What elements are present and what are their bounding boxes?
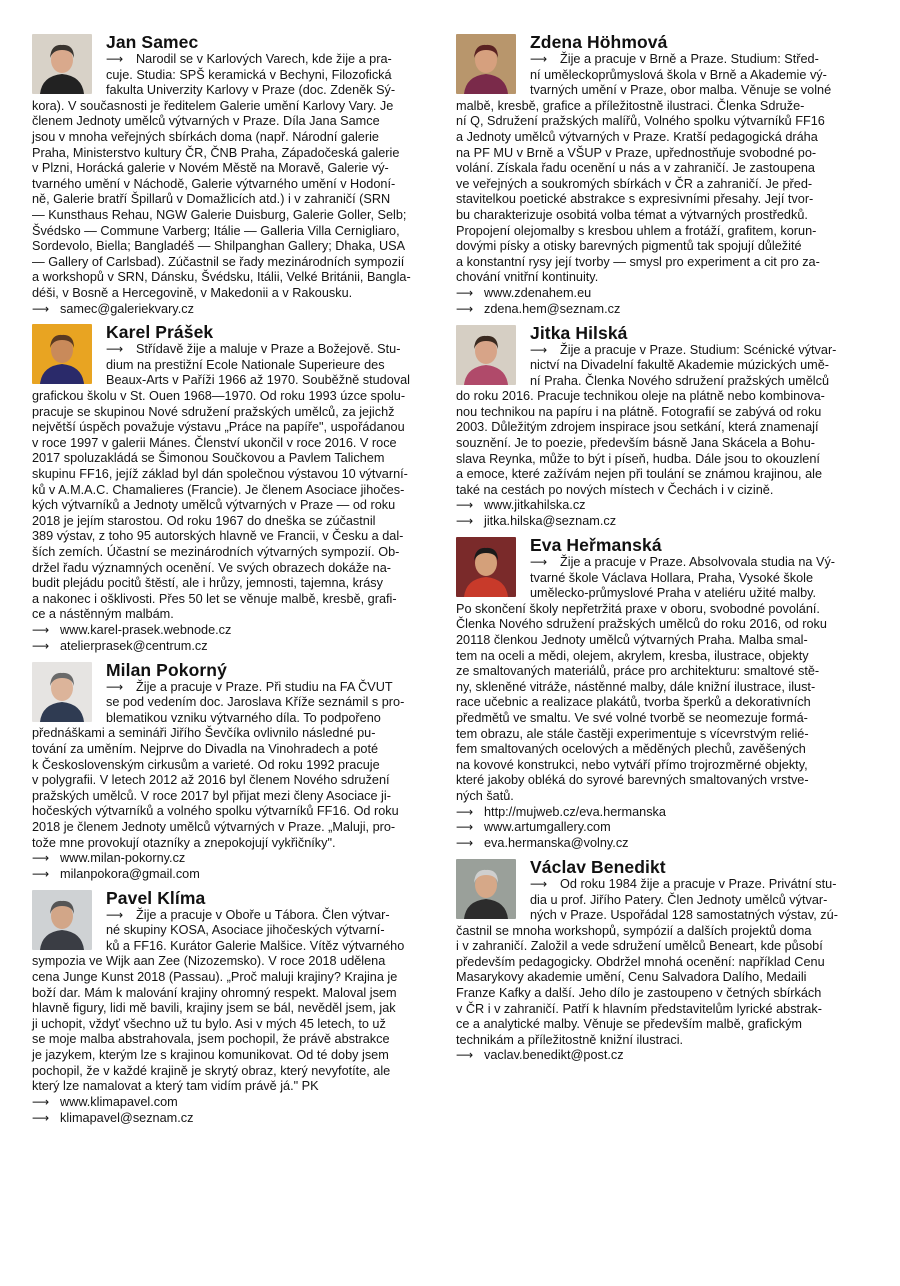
bio-line xyxy=(32,680,446,696)
bio-line: 389 výstav, z toho 95 autorských hlavně ve Francii, v Česku a dal- xyxy=(32,529,404,544)
contact-link-row xyxy=(456,514,870,530)
contact-link-row xyxy=(456,1048,870,1064)
bio-line: Švédsko — Commune Varberg; Itálie — Galleria Villa Cernigliaro, xyxy=(32,223,400,238)
contact-link-row xyxy=(456,836,870,852)
artist-description xyxy=(456,555,870,805)
artist-bio xyxy=(456,32,870,318)
bio-line: — Gallery of Carlsbad). Zúčastnil se řady mezinárodních sympozií xyxy=(32,254,405,269)
bio-line: 2018 je členem Jednoty umělců výtvarných v Praze. „Maluji, pro- xyxy=(32,819,396,834)
bio-line: se pod vedením doc. Jaroslava Kříže seznámil s pro- xyxy=(106,695,405,710)
bio-line: dium na prestižní Ecole Nationale Superieure des xyxy=(106,357,385,372)
bio-line: především pedagogicky. Obdržel mnohá ocenění: například Cenu xyxy=(456,954,825,969)
arrow-icon: ⟶ xyxy=(456,1048,474,1063)
bio-line-text: Žije a pracuje v Brně a Praze. Studium: Střed- xyxy=(560,52,819,66)
bio-line: né skupiny KOSA, Asociace jihočeských výtvarní- xyxy=(106,923,385,938)
arrow-icon: ⟶ xyxy=(530,52,548,66)
bio-line-text: Střídavě žije a maluje v Praze a Božejově. Stu- xyxy=(136,342,401,357)
bio-line: je jazykem, kterým lze s krajinou komunikovat. Od té doby jsem xyxy=(32,1048,389,1063)
bio-line: tože mne provokují otazníky a znepokojují vykřičníky". xyxy=(32,835,336,850)
bio-line: ných v Praze. Uspořádal 128 samostatných výstav, zú- xyxy=(530,908,838,923)
portrait-vaclav-benedikt xyxy=(456,859,516,919)
bio-line: Sordevolo, Biella; Bangladéš — Shilpanghan Gallery; Dhaka, USA xyxy=(32,239,406,254)
bio-line: a Jednoty umělců výtvarných v Praze. Kratší pedagogická dráha xyxy=(456,129,818,144)
artist-name: Pavel Klíma xyxy=(106,887,206,908)
arrow-icon: ⟶ xyxy=(32,851,50,866)
bio-line: hočeských výtvarníků a volného spolku výtvarníků FF16. Od roku xyxy=(32,804,399,819)
artist-bio xyxy=(32,32,446,317)
artist-description xyxy=(32,342,446,623)
bio-line: fakulta Univerzity Karlovy v Praze (doc. Zdeněk Sý- xyxy=(106,83,396,98)
contact-link-row xyxy=(456,302,870,318)
portrait-eva-hermanska xyxy=(456,537,516,597)
bio-line: cena Junge Kunst 2018 (Passau). „Proč maluji krajiny? Krajina je xyxy=(32,970,398,985)
contact-link-row xyxy=(32,851,446,867)
arrow-icon: ⟶ xyxy=(32,301,50,316)
bio-line: Franze Kafky a další. Jeho dílo je zastoupeno v četných sbírkách xyxy=(456,986,822,1001)
bio-line: stavitelkou poetické abstrakce s expresivními přesahy. Její tvor- xyxy=(456,192,814,207)
bio-line: nictví na Divadelní fakultě Akademie múzických umě- xyxy=(530,358,829,373)
arrow-icon: ⟶ xyxy=(106,342,124,357)
bio-line: déši, v Bosně a Hercegovině, v Makedonii a v Rakousku. xyxy=(32,285,353,300)
contact-link-row xyxy=(32,1111,446,1127)
artist-bio xyxy=(32,888,446,1127)
artist-bio xyxy=(456,535,870,852)
bio-line xyxy=(456,52,870,68)
bio-line: tvarné škole Václava Hollara, Praha, Vysoké škole xyxy=(530,570,814,585)
bio-line-text: Žije a pracuje v Praze. Studium: Scénické výtvar- xyxy=(560,342,837,357)
arrow-icon: ⟶ xyxy=(456,804,474,819)
bio-line: který lze namalovat a který tam vidím právě já." PK xyxy=(32,1079,319,1094)
bio-line: budit plejádu pocitů štěstí, ale i hrůzy, jemnosti, tajemna, krásy xyxy=(32,576,383,591)
bio-line: boží dar. Mám k malování krajiny ohromný respekt. Maloval jsem xyxy=(32,985,397,1000)
bio-line: a konstantní rysy její tvorby — smysl pro experiment a cit pro za- xyxy=(456,254,820,269)
contact-link[interactable]: www.karel-prasek.webnode.cz xyxy=(60,622,232,637)
arrow-icon: ⟶ xyxy=(530,555,548,570)
bio-line-text: Narodil se v Karlových Varech, kde žije a pra- xyxy=(136,52,392,66)
bio-line: nou technikou na papíru i na plátně. Fotografií se zabývá od roku xyxy=(456,404,822,419)
left-column xyxy=(32,32,446,1131)
bio-line: race učebnic a realizace plakátů, tvorba šperků a dekorativních xyxy=(456,695,811,710)
bio-line: i v zahraničí. Založil a vede sdružení umělců Beneart, kde působí xyxy=(456,939,823,954)
bio-line: v ČR i v zahraničí. Patří k hlavním představitelům lyrické abstrak- xyxy=(456,1001,822,1016)
arrow-icon: ⟶ xyxy=(32,1110,50,1125)
arrow-icon: ⟶ xyxy=(456,498,474,513)
artist-description xyxy=(32,52,446,302)
portrait-jan-samec xyxy=(32,34,92,94)
bio-line: se moje malba abstrahovala, jsem pochopil, že právě abstrakce xyxy=(32,1032,390,1047)
bio-line: 2017 spoluzakládá se Šimonou Součkovou a Pavlem Talichem xyxy=(32,451,385,466)
bio-line: cuje. Studia: SPŠ keramická v Bechyni, Filozofická xyxy=(106,67,392,82)
bio-line: ků a FF16. Kurátor Galerie Malšice. Vítěz výtvarného xyxy=(106,938,405,953)
bio-line-text: Žije a pracuje v Praze. Absolvovala studia na Vý- xyxy=(560,555,836,570)
bio-line: ných šatů. xyxy=(456,788,514,803)
artist-bio xyxy=(32,322,446,654)
bio-line: dia u prof. Jiřího Patery. Člen Jednoty umělců výtvar- xyxy=(530,892,828,907)
bio-line: 2018 je jejím starostou. Od roku 1967 do dneška se zúčastnil xyxy=(32,513,376,528)
bio-line: tvarného umění v Náchodě, Galerie výtvarného umění v Hodoní- xyxy=(32,176,396,191)
bio-line: Propojení olejomalby s kresbou uhlem a frotáží, grafitem, korun- xyxy=(456,223,817,238)
bio-line: pracuje se skupinou Nové sdružení pražských umělců, za jejichž xyxy=(32,404,395,419)
bio-line: — Kunsthaus Rehau, NGW Galerie Duisburg, Galerie Goller, Selb; xyxy=(32,207,407,222)
arrow-icon: ⟶ xyxy=(32,1094,50,1109)
arrow-icon: ⟶ xyxy=(456,836,474,851)
bio-line: blematikou vzniku výtvarného díla. To podpořeno xyxy=(106,710,381,725)
bio-line: kora). V současnosti je ředitelem Galerie umění Karlovy Vary. Je xyxy=(32,98,394,113)
bio-line: ní uměleckoprůmyslová škola v Brně a Akademie vý- xyxy=(530,67,827,82)
artist-description xyxy=(32,908,446,1095)
bio-line xyxy=(32,52,446,68)
artist-bio xyxy=(456,323,870,531)
bio-line: souznění. Je to poezie, především básně Jana Skácela a Bohu- xyxy=(456,436,815,451)
artist-name: Jan Samec xyxy=(106,32,199,52)
bio-line: ších zemích. Účastní se mezinárodních výtvarných sympozií. Ob- xyxy=(32,545,400,560)
bio-line-text: Žije a pracuje v Oboře u Tábora. Člen výtvar- xyxy=(136,907,390,922)
bio-line: ně, Galerie bratří Špillarů v Domažlicích atd.) i v zahraničí (SRN xyxy=(32,192,391,207)
bio-line: jsou v mnoha veřejných sbírkách doma (např. Národní galerie xyxy=(32,129,379,144)
bio-line: dovými písky a otisky barevných pigmentů tak spojují důležité xyxy=(456,239,802,254)
bio-line: ji uchopit, vždyť všechno už tu bylo. Asi v mých 45 letech, to už xyxy=(32,1016,386,1031)
bio-line: technikám a příležitostně knižní ilustraci. xyxy=(456,1032,684,1047)
arrow-icon: ⟶ xyxy=(32,638,50,653)
artist-bio xyxy=(32,660,446,883)
bio-line: a nakonec i ošklivosti. Přes 50 let se věnuje malbě, kresbě, grafi- xyxy=(32,591,397,606)
artist-description xyxy=(456,877,870,1049)
contact-link-row xyxy=(456,805,870,821)
bio-line: skupinu FF16, jejíž základ byl dán společnou výstavou 10 výtvarní- xyxy=(32,467,408,482)
bio-line: největší úspěch považuje výstavu „Práce na papíře", uspořádanou xyxy=(32,420,405,435)
bio-line: ny, skleněné vitráže, nástěnné malby, dále knižní ilustrace, ilust- xyxy=(456,679,816,694)
contact-link-row xyxy=(32,639,446,655)
arrow-icon: ⟶ xyxy=(530,876,548,891)
contact-link-row xyxy=(456,820,870,836)
bio-line: malbě, kresbě, grafice a příležitostně ilustraci. Členka Sdruže- xyxy=(456,98,805,113)
bio-line: chování vnitřní kontinuity. xyxy=(456,270,599,285)
arrow-icon: ⟶ xyxy=(456,301,474,316)
bio-line: Beaux-Arts v Paříži 1966 až 1970. Souběžně studoval xyxy=(106,373,410,388)
bio-line: a workshopů v SRN, Dánsku, Švédsku, Itálii, Velké Británii, Bangla- xyxy=(32,270,411,285)
bio-line: a emoce, které zažívám nejen při toulání se známou krajinou, ale xyxy=(456,467,823,482)
contact-link-row xyxy=(456,498,870,514)
portrait-pavel-klima xyxy=(32,890,92,950)
bio-line: hlavně figury, lidi mě bavili, krajiny jsem se bál, nevěděl jsem, jak xyxy=(32,1001,396,1016)
contact-link[interactable]: www.artumgallery.com xyxy=(484,820,611,835)
bio-line: grafickou školu v St. Ouen 1968—1970. Od roku 1993 úzce spolu- xyxy=(32,389,406,404)
bio-line xyxy=(456,877,870,893)
artist-description xyxy=(456,52,870,286)
contact-link[interactable]: atelierprasek@centrum.cz xyxy=(60,638,208,653)
portrait-jitka-hilska xyxy=(456,325,516,385)
artist-description xyxy=(32,680,446,852)
bio-line: častnil se mnoha workshopů, sympózií a dalších projektů doma xyxy=(456,923,812,938)
portrait-milan-pokorny xyxy=(32,662,92,722)
bio-line: přednáškami a semináři Jiřího Ševčíka ovlivnilo následné pu- xyxy=(32,726,376,741)
bio-line: slava Reynka, může to být i píseň, hudba. Dále jsou to okouzlení xyxy=(456,451,820,466)
contact-link[interactable]: www.zdenahem.eu xyxy=(484,285,592,300)
artist-name: Karel Prášek xyxy=(106,322,214,343)
bio-line: na PF MU v Brně a VŠUP v Praze, upřednostňuje svobodné po- xyxy=(456,145,817,160)
contact-link-row xyxy=(456,286,870,302)
bio-line: k Československým cirkusům a varieté. Od roku 1992 pracuje xyxy=(32,757,380,772)
arrow-icon: ⟶ xyxy=(456,820,474,835)
contact-link[interactable]: milanpokora@gmail.com xyxy=(60,866,200,881)
contact-link[interactable]: jitka.hilska@seznam.cz xyxy=(484,514,617,529)
contact-link[interactable]: http://mujweb.cz/eva.hermanska xyxy=(484,804,666,819)
bio-line: ce a nástěnným malbám. xyxy=(32,607,174,622)
contact-link-row xyxy=(32,623,446,639)
bio-line: také na cestách po nových místech v Čechách i v cizině. xyxy=(456,482,774,497)
bio-line: v polygrafii. V letech 2012 až 2016 byl členem Nového sdružení xyxy=(32,773,390,788)
arrow-icon: ⟶ xyxy=(106,907,124,922)
bio-line: ve veřejných a soukromých sbírkách v ČR a zahraničí. Je před- xyxy=(456,176,813,191)
bio-line: členem Jednoty umělců výtvarných v Praze. Díla Jana Samce xyxy=(32,114,380,129)
bio-line xyxy=(32,342,446,358)
bio-line: Členka Nového sdružení pražských umělců do roku 2016, od roku xyxy=(456,617,827,632)
artist-bio xyxy=(456,857,870,1064)
bio-line-text: Od roku 1984 žije a pracuje v Praze. Privátní stu- xyxy=(560,876,837,891)
bio-line: sympozia ve Wijk aan Zee (Nizozemsko). V roce 2018 udělena xyxy=(32,954,386,969)
bio-line: tem obrazu, ale stále častěji experimentuje s vícevrstvým relié- xyxy=(456,726,809,741)
contact-link[interactable]: vaclav.benedikt@post.cz xyxy=(484,1048,624,1063)
bio-line: volání. Získala řadu ocenění u nás a v zahraničí. Je zastoupena xyxy=(456,161,815,176)
bio-line: tem na oceli a mědi, olejem, akrylem, kresba, ilustrace, objekty xyxy=(456,648,809,663)
bio-line xyxy=(32,908,446,924)
arrow-icon: ⟶ xyxy=(456,514,474,529)
bio-line: ze smaltovaných materiálů, práce pro architekturu: smaltové stě- xyxy=(456,664,820,679)
bio-line: tvarných umění v Praze, obor malba. Věnuje se volné xyxy=(530,83,832,98)
bio-line: 20118 členkou Jednoty umělců výtvarných Praha. Malba smal- xyxy=(456,633,808,647)
bio-line: na kovové konstrukci, nebo vytváří přímo trojrozměrné objekty, xyxy=(456,757,808,772)
arrow-icon: ⟶ xyxy=(32,866,50,881)
arrow-icon: ⟶ xyxy=(456,285,474,300)
bio-line: ce a analytické malby. Věnuje se především malbě, grafickým xyxy=(456,1017,802,1032)
portrait-zdena-hohmova xyxy=(456,34,516,94)
artist-name: Jitka Hilská xyxy=(530,322,628,343)
bio-line: 2003. Důležitým zdrojem inspirace jsou setkání, která znamenají xyxy=(456,420,819,435)
contact-link-row xyxy=(32,302,446,318)
contact-link[interactable]: www.klimapavel.com xyxy=(60,1094,178,1109)
bio-line: fem smaltovaných ocelových a měděných plechů, zavěšených xyxy=(456,742,806,757)
bio-line: které jakoby obléká do syrové barevných smaltovaných vrstve- xyxy=(456,773,809,788)
contact-link[interactable]: zdena.hem@seznam.cz xyxy=(484,301,621,316)
bio-line: ní Praha. Členka Nového sdružení pražských umělců xyxy=(530,373,830,388)
bio-line xyxy=(456,343,870,359)
contact-link[interactable]: www.milan-pokorny.cz xyxy=(60,851,186,866)
contact-link-row xyxy=(32,867,446,883)
portrait-karel-prasek xyxy=(32,324,92,384)
bio-line: ní Q, Sdružení pražských malířů, Volného spolku výtvarníků FF16 xyxy=(456,114,825,129)
arrow-icon: ⟶ xyxy=(106,679,124,694)
contact-link[interactable]: samec@galeriekvary.cz xyxy=(60,301,194,316)
bio-line: pochopil, že v každé krajině je skrytý obraz, který nevyfotíte, ale xyxy=(32,1063,391,1078)
bio-line: v roce 1997 v galerii Mánes. Členství ukončil v roce 2016. V roce xyxy=(32,435,397,450)
contact-link-row xyxy=(32,1095,446,1111)
bio-line: umělecko-průmyslové Praha v ateliéru užité malby. xyxy=(530,586,817,601)
bio-line: v Plzni, Horácká galerie v Novém Městě na Moravě, Galerie vý- xyxy=(32,161,389,176)
bio-line-text: Žije a pracuje v Praze. Při studiu na FA ČVUT xyxy=(136,679,393,694)
bio-line xyxy=(456,555,870,571)
bio-line: Praha, Ministerstvo kultury ČR, ČNB Praha, Západočeská galerie xyxy=(32,145,400,160)
bio-line: ků v A.M.A.C. Chamalieres (Francie). Je členem Asociace jihočes- xyxy=(32,482,405,497)
bio-line: Po skončení školy nepřetržitá praxe v oboru, svobodné povolání. xyxy=(456,601,820,616)
bio-line: kých výtvarníků a Jednoty umělců výtvarných v Praze — od roku xyxy=(32,498,396,513)
artist-name: Zdena Höhmová xyxy=(530,32,668,52)
right-column xyxy=(456,32,870,1069)
arrow-icon: ⟶ xyxy=(106,52,124,66)
bio-line: pražských umělců. V roce 2017 byl přijat mezi členy Asociace ji- xyxy=(32,788,391,803)
artist-description xyxy=(456,343,870,499)
bio-line: do roku 2016. Pracuje technikou oleje na plátně nebo kombinova- xyxy=(456,389,825,404)
bio-line: držel řadu významných ocenění. Ve svých obrazech dokáže na- xyxy=(32,560,391,575)
arrow-icon: ⟶ xyxy=(530,342,548,357)
arrow-icon: ⟶ xyxy=(32,622,50,637)
contact-link[interactable]: www.jitkahilska.cz xyxy=(484,498,586,513)
bio-line: bu charakterizuje osobitá volba témat a výtvarných prostředků. xyxy=(456,207,808,222)
artist-name: Václav Benedikt xyxy=(530,856,666,877)
bio-line: tování za uměním. Nejprve do Divadla na Vinohradech a poté xyxy=(32,741,379,756)
contact-link[interactable]: klimapavel@seznam.cz xyxy=(60,1110,194,1125)
artist-name: Milan Pokorný xyxy=(106,659,227,680)
contact-link[interactable]: eva.hermanska@volny.cz xyxy=(484,836,629,851)
bio-line: předmětů ve smaltu. Ve své volné tvorbě se neomezuje formá- xyxy=(456,710,808,725)
bio-line: Masarykovy akademie umění, Cenu Salvadora Dalího, Medaili xyxy=(456,970,807,985)
artist-name: Eva Heřmanská xyxy=(530,535,662,556)
